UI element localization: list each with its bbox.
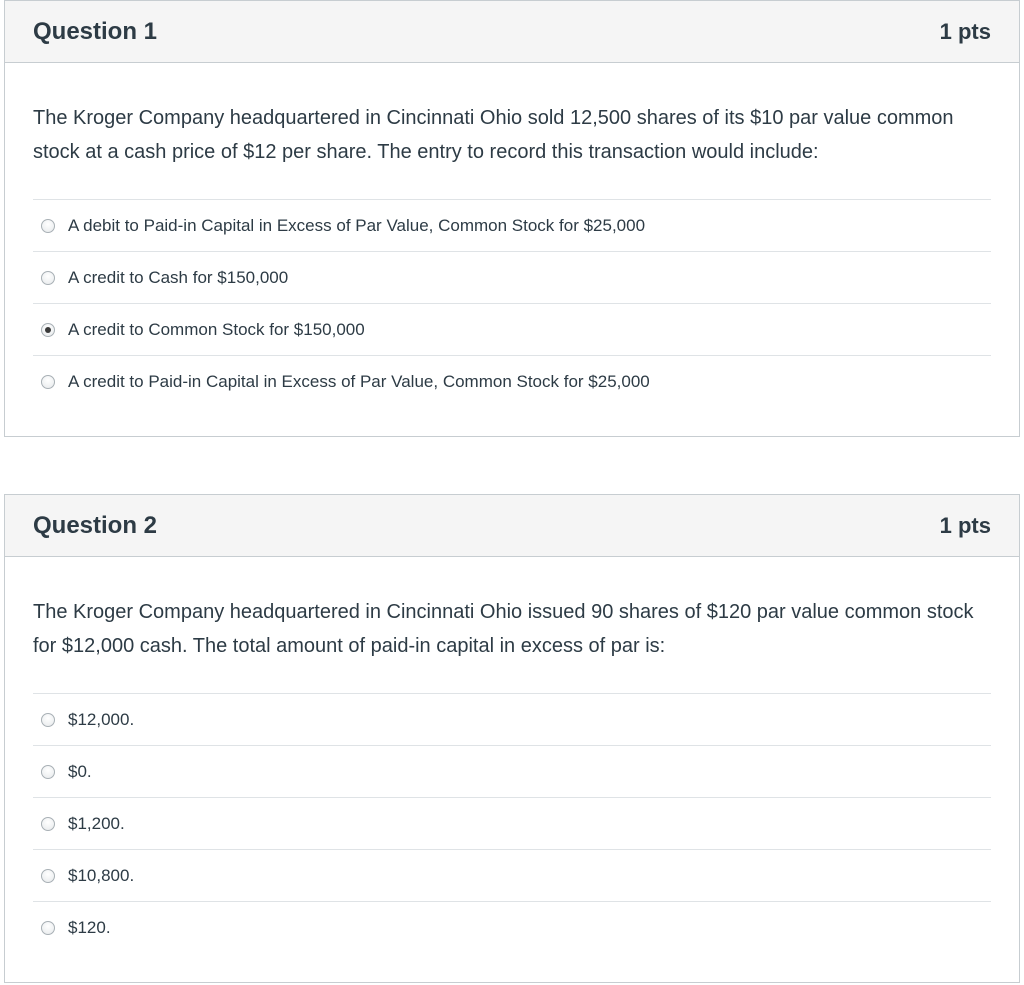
- question-2-header: [5, 495, 1019, 557]
- radio-button[interactable]: [41, 869, 55, 883]
- answer-label[interactable]: $12,000.: [68, 709, 135, 729]
- answer-label[interactable]: $1,200.: [68, 813, 125, 833]
- question-1-header: [5, 1, 1019, 63]
- answer-option[interactable]: [33, 798, 991, 850]
- answer-label[interactable]: A debit to Paid-in Capital in Excess of Par Value, Common Stock for $25,000: [68, 215, 646, 235]
- question-2-points: 1 pts: [939, 512, 991, 538]
- answer-label[interactable]: $0.: [68, 761, 92, 781]
- radio-button[interactable]: [41, 219, 55, 233]
- question-1-title: Question 1: [33, 17, 158, 45]
- question-2-card: [4, 494, 1020, 983]
- answer-option[interactable]: [33, 304, 991, 356]
- question-1-card: [4, 0, 1020, 437]
- answer-option[interactable]: [33, 694, 991, 746]
- answer-label[interactable]: A credit to Paid-in Capital in Excess of Par Value, Common Stock for $25,000: [68, 372, 650, 391]
- radio-button[interactable]: [41, 765, 55, 779]
- answer-option[interactable]: [33, 902, 991, 954]
- question-1-points: 1 pts: [939, 18, 991, 44]
- radio-button[interactable]: [41, 713, 55, 727]
- answer-option[interactable]: [33, 850, 991, 902]
- answer-option[interactable]: [33, 356, 991, 408]
- question-2-body: [5, 557, 1019, 954]
- radio-button[interactable]: [41, 271, 55, 285]
- answer-label[interactable]: $10,800.: [68, 865, 135, 885]
- answer-option[interactable]: [33, 746, 991, 798]
- question-2-title: Question 2: [33, 511, 158, 539]
- answer-option[interactable]: [33, 200, 991, 252]
- answer-option[interactable]: [33, 252, 991, 304]
- question-2-text: The Kroger Company headquartered in Cincinnati Ohio issued 90 shares of $120 par value common stock for $12,000 cash. The total amount of paid-in capital in excess of par is:: [33, 601, 974, 657]
- question-2-answers: [33, 693, 991, 954]
- radio-button[interactable]: [41, 323, 55, 337]
- radio-button[interactable]: [41, 921, 55, 935]
- radio-dot-icon: [45, 327, 51, 333]
- question-1-answers: [33, 199, 991, 408]
- answer-label[interactable]: A credit to Cash for $150,000: [68, 267, 289, 287]
- answer-label[interactable]: A credit to Common Stock for $150,000: [68, 319, 365, 339]
- radio-button[interactable]: [41, 817, 55, 831]
- answer-label[interactable]: $120.: [68, 918, 111, 937]
- question-1-text: The Kroger Company headquartered in Cincinnati Ohio sold 12,500 shares of its $10 par value common stock at a cash price of $12 per share. The entry to record this transaction would include:: [33, 107, 954, 163]
- radio-button[interactable]: [41, 375, 55, 389]
- question-1-body: [5, 63, 1019, 408]
